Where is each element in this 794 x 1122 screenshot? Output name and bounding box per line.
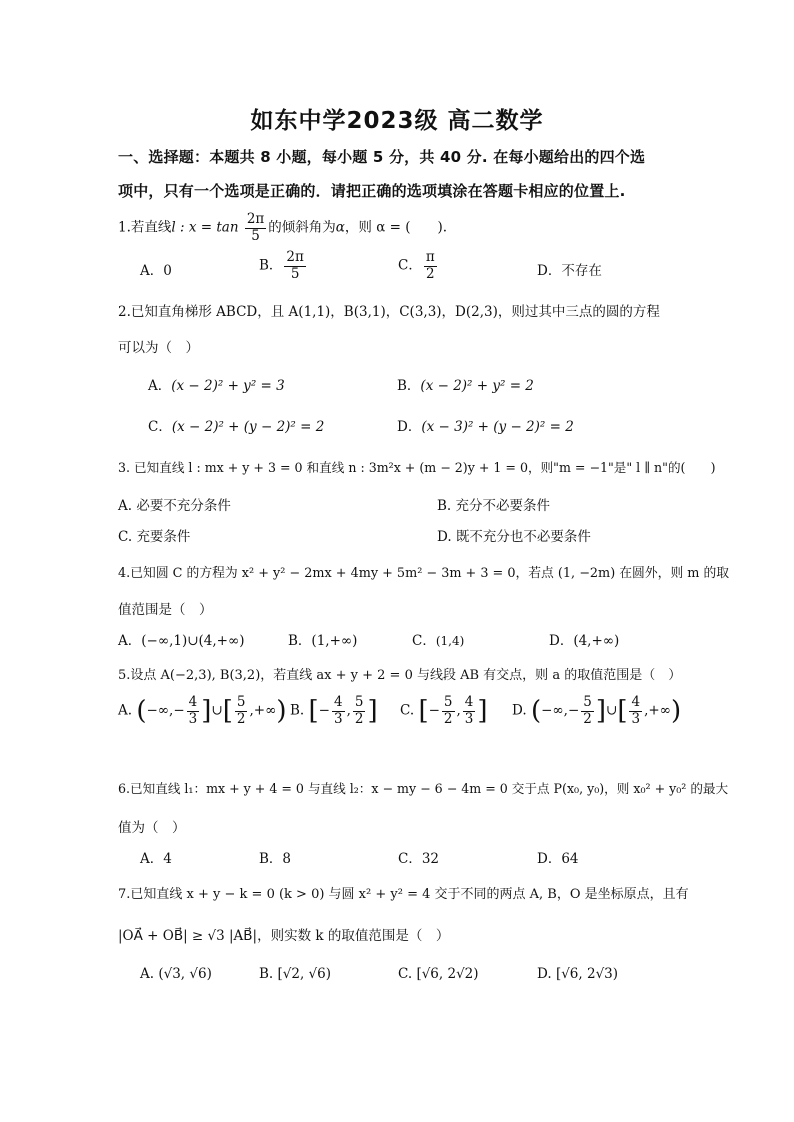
- question-4-option-b[interactable]: B．(1,+∞): [288, 633, 358, 649]
- question-5-option-a[interactable]: A. (−∞,− $\frac{4}{3}$ ]∪[ $\frac{5}{2}$ ,+∞): [118, 694, 287, 727]
- question-5-option-d[interactable]: D. (−∞,− $\frac{5}{2}$ ]∪[ $\frac{4}{3}$ ,+∞): [512, 694, 682, 727]
- question-7-option-c[interactable]: C. [√6, 2√2): [398, 966, 479, 982]
- question-1-option-d[interactable]: D．不存在: [537, 263, 602, 279]
- question-6-option-b[interactable]: B．8: [259, 851, 292, 867]
- question-7-option-b[interactable]: B. [√2, √6): [259, 966, 332, 982]
- question-6-option-c[interactable]: C．32: [398, 851, 440, 867]
- question-2-stem-line2: 可以为（ ）: [118, 340, 199, 356]
- question-3-option-b[interactable]: B. 充分不必要条件: [437, 498, 551, 514]
- question-2-option-a[interactable]: A．(x − 2)² + y² = 3: [148, 378, 285, 394]
- question-number: 1.: [118, 219, 131, 236]
- question-7-option-a[interactable]: A. (√3, √6): [140, 966, 212, 982]
- question-1-option-b[interactable]: B． $\frac{2\pi}{5}$: [259, 249, 304, 282]
- section-header-line2: 项中，只有一个选项是正确的．请把正确的选项填涂在答题卡相应的位置上.: [118, 182, 626, 200]
- question-4-stem-line1: 4.已知圆 C 的方程为 x² + y² − 2mx + 4my + 5m² − 3m + 3 = 0，若点 (1, −2m) 在圆外，则 m 的取: [118, 566, 730, 581]
- question-2-option-d[interactable]: D．(x − 3)² + (y − 2)² = 2: [397, 419, 574, 435]
- question-4-stem-line2: 值范围是（ ）: [118, 602, 213, 618]
- question-1-stem: 1.若直线l : x = tan $\frac{2\pi}{5}$ 的倾斜角为α，则 α = ( ).: [118, 211, 448, 244]
- question-6-stem-line2: 值为（ ）: [118, 820, 186, 836]
- question-6-stem-line1: 6.已知直线 l₁：mx + y + 4 = 0 与直线 l₂：x − my − 6 − 4m = 0 交于点 P(x₀, y₀)，则 x₀² + y₀² 的最大: [118, 781, 729, 796]
- question-6-option-d[interactable]: D．64: [537, 851, 579, 867]
- question-5-option-c[interactable]: C. [− $\frac{5}{2}$ , $\frac{4}{3}$ ]: [400, 694, 488, 727]
- question-2-option-b[interactable]: B．(x − 2)² + y² = 2: [397, 378, 534, 394]
- question-1-option-c[interactable]: C． $\frac{\pi}{2}$: [398, 249, 435, 282]
- question-4-option-c[interactable]: C．(1,4): [412, 633, 465, 649]
- question-4-option-d[interactable]: D．(4,+∞): [549, 633, 620, 649]
- question-2-option-c[interactable]: C．(x − 2)² + (y − 2)² = 2: [148, 419, 325, 435]
- page-title: 如东中学2023级 高二数学: [250, 108, 544, 134]
- question-5-stem: 5.设点 A(−2,3), B(3,2)，若直线 ax + y + 2 = 0 与线段 AB 有交点，则 a 的取值范围是（ ）: [118, 668, 682, 683]
- fraction: $\frac{2\pi}{5}$: [246, 211, 265, 244]
- question-3-stem: 3. 已知直线 l : mx + y + 3 = 0 和直线 n : 3m²x + (m − 2)y + 1 = 0，则"m = −1"是" l ∥ n"的( ): [118, 460, 716, 475]
- question-3-option-c[interactable]: C. 充要条件: [118, 529, 191, 545]
- question-4-option-a[interactable]: A．(−∞,1)∪(4,+∞): [118, 633, 245, 649]
- question-6-option-a[interactable]: A．4: [140, 851, 172, 867]
- question-7-option-d[interactable]: D. [√6, 2√3): [537, 966, 619, 982]
- question-3-option-d[interactable]: D. 既不充分也不必要条件: [437, 529, 591, 545]
- question-7-stem-line2: |OA⃗ + OB⃗| ≥ √3 |AB⃗|，则实数 k 的取值范围是（ ）: [118, 928, 450, 944]
- question-5-option-b[interactable]: B. [− $\frac{4}{3}$ , $\frac{5}{2}$ ]: [290, 694, 378, 727]
- question-3-option-a[interactable]: A. 必要不充分条件: [118, 498, 231, 514]
- question-7-stem-line1: 7.已知直线 x + y − k = 0 (k > 0) 与圆 x² + y² = 4 交于不同的两点 A, B，O 是坐标原点，且有: [118, 887, 689, 902]
- question-1-option-a[interactable]: A．0: [140, 263, 172, 279]
- question-2-stem-line1: 2.已知直角梯形 ABCD，且 A(1,1)，B(3,1)，C(3,3)，D(2,3)，则过其中三点的圆的方程: [118, 304, 660, 320]
- section-header-line1: 一、选择题：本题共 8 小题，每小题 5 分，共 40 分. 在每小题给出的四个选: [118, 148, 646, 166]
